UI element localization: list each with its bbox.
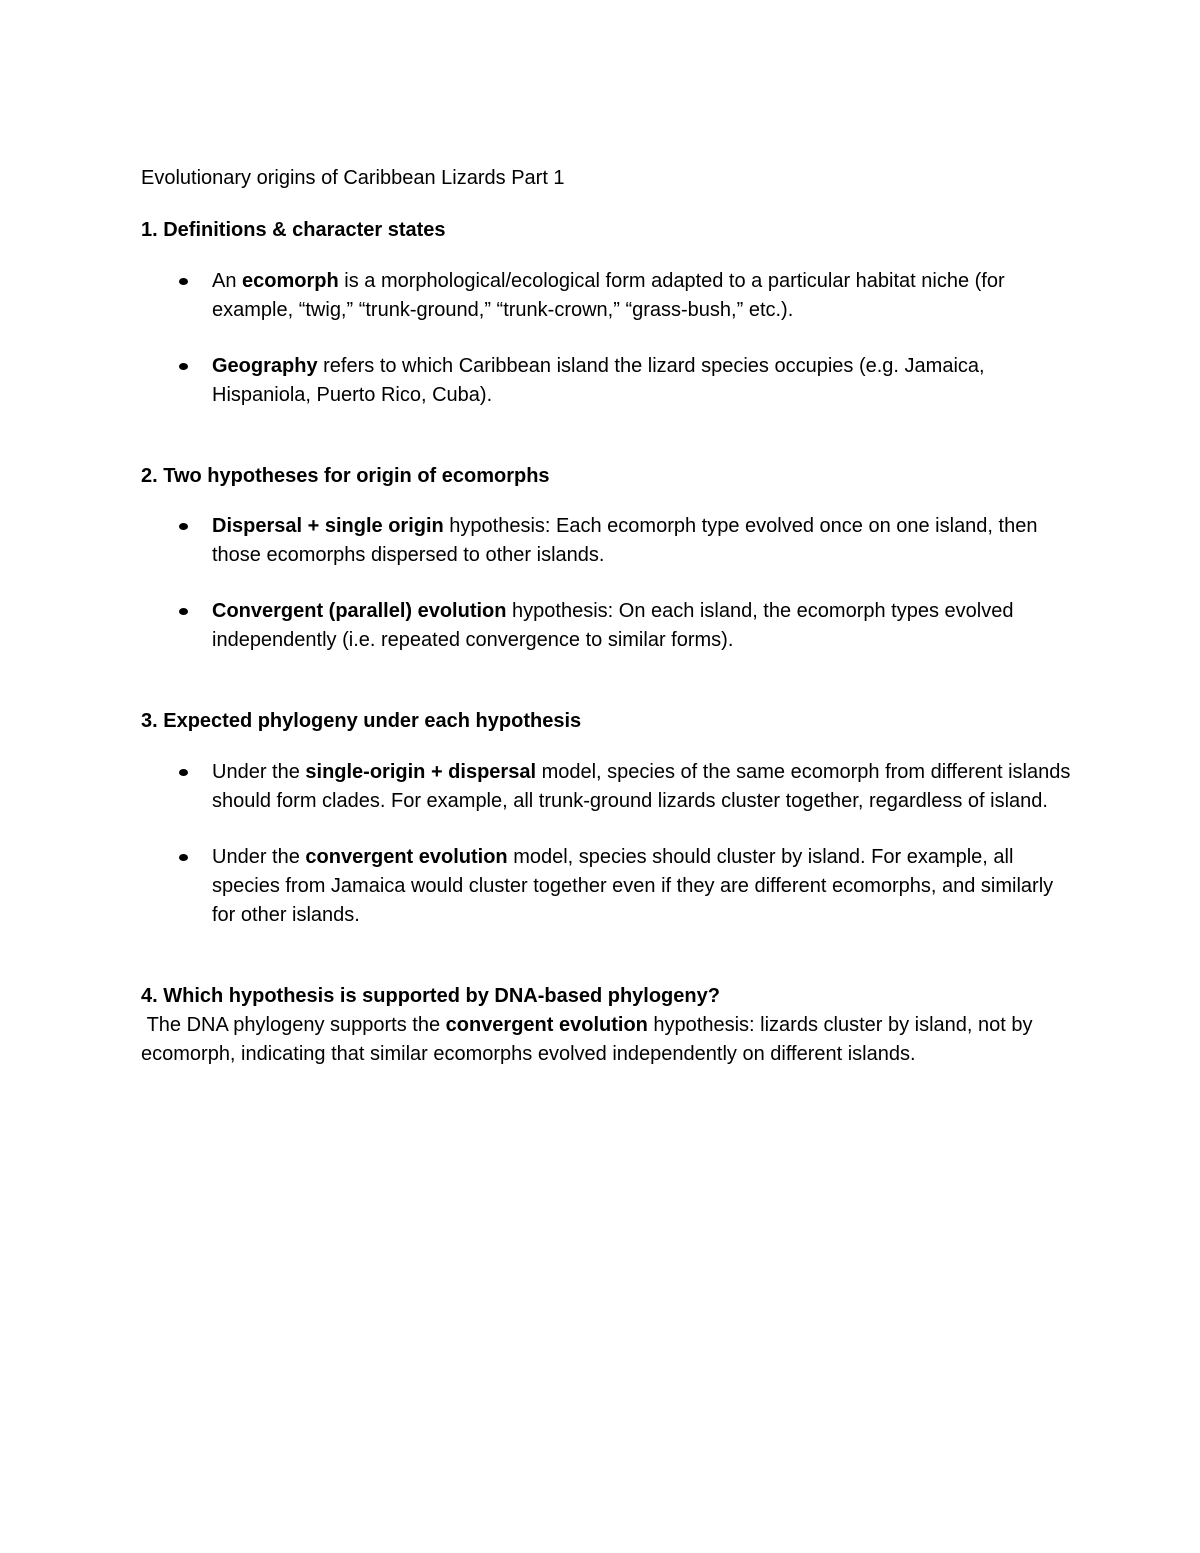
list-item: Under the single-origin + dispersal model, species of the same ecomorph from different islands should form clades. For example, all trunk-ground lizards cluster together, regardless of island.	[141, 758, 1071, 816]
bullet-icon	[179, 608, 188, 615]
section-2-heading: 2. Two hypotheses for origin of ecomorphs	[141, 465, 550, 487]
section-1-list	[141, 267, 1071, 410]
term-ecomorph: ecomorph	[242, 270, 339, 292]
term-convergent-conclusion: convergent evolution	[445, 1014, 648, 1036]
term-convergent: Convergent (parallel) evolution	[212, 600, 507, 622]
bullet-icon	[179, 278, 188, 285]
bullet-icon	[179, 363, 188, 370]
term-geography: Geography	[212, 355, 318, 377]
section-2-list	[141, 512, 1071, 655]
list-item: Dispersal + single origin hypothesis: Each ecomorph type evolved once on one island, then those ecomorphs dispersed to other islands.	[141, 512, 1071, 570]
section-3-list	[141, 758, 1071, 930]
conclusion-paragraph: The DNA phylogeny supports the convergent evolution hypothesis: lizards cluster by island, not by ecomorph, indicating that similar ecomorphs evolved independently on different islands.	[141, 1014, 1039, 1065]
term-dispersal: Dispersal + single origin	[212, 515, 444, 537]
term-convergent-evolution: convergent evolution	[305, 846, 508, 868]
document-page	[141, 163, 1071, 1069]
bullet-icon	[179, 523, 188, 530]
list-item: An ecomorph is a morphological/ecological form adapted to a particular habitat niche (for example, “twig,” “trunk-ground,” “trunk-crown,” “grass-bush,” etc.).	[141, 267, 1071, 325]
list-item: Under the convergent evolution model, species should cluster by island. For example, all species from Jamaica would cluster together even if they are different ecomorphs, and similarly for other islands.	[141, 843, 1071, 930]
section-3-heading: 3. Expected phylogeny under each hypothesis	[141, 710, 582, 732]
section-1-heading: 1. Definitions & character states	[141, 219, 446, 241]
document-title: Evolutionary origins of Caribbean Lizards Part 1	[141, 167, 565, 189]
term-single-origin: single-origin + dispersal	[305, 761, 537, 783]
list-item: Geography refers to which Caribbean island the lizard species occupies (e.g. Jamaica, Hispaniola, Puerto Rico, Cuba).	[141, 352, 1071, 410]
list-item: Convergent (parallel) evolution hypothesis: On each island, the ecomorph types evolved independently (i.e. repeated convergence to similar forms).	[141, 597, 1071, 655]
section-4-heading: 4. Which hypothesis is supported by DNA-based phylogeny?	[141, 985, 720, 1007]
bullet-icon	[179, 769, 188, 776]
bullet-icon	[179, 854, 188, 861]
